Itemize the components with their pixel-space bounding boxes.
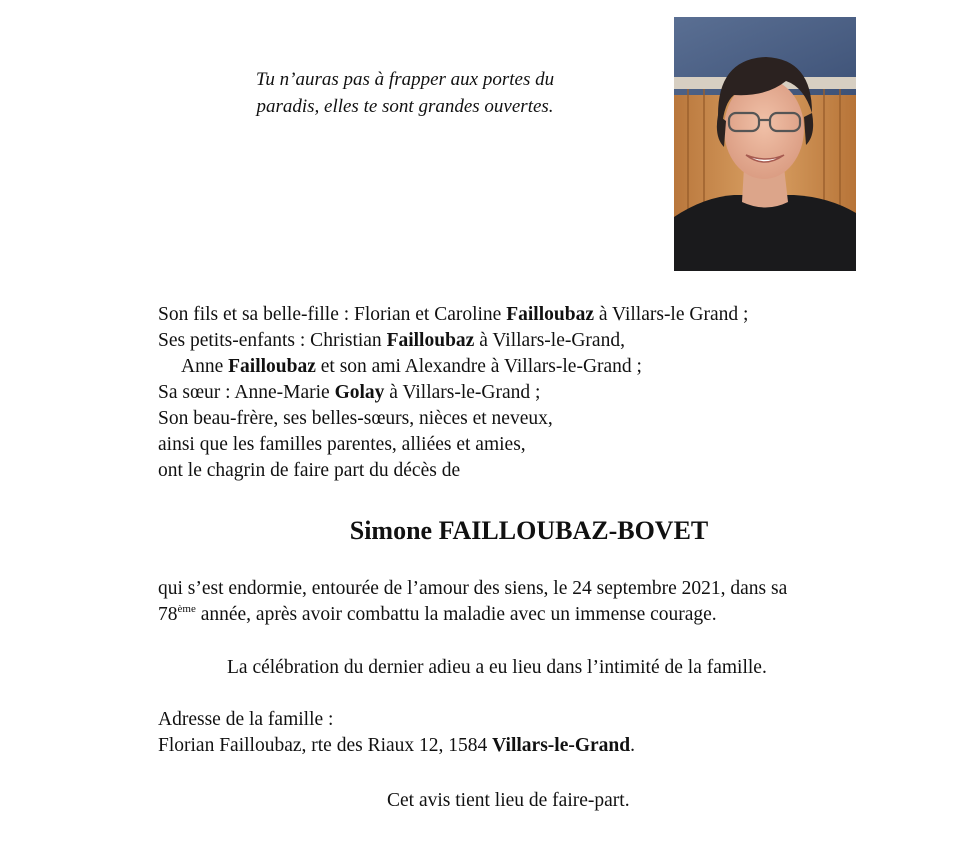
address-line: Florian Failloubaz, rte des Riaux 12, 1584 Villars-le-Grand. — [158, 735, 635, 756]
deceased-name: Simone FAILLOUBAZ-BOVET — [349, 516, 709, 545]
family-line-grandchildren: Ses petits-enfants : Christian Failloubaz à Villars-le-Grand, — [158, 330, 625, 351]
family-address — [158, 707, 635, 759]
details-line-1: qui s’est endormie, entourée de l’amour des siens, le 24 septembre 2021, dans sa — [158, 578, 788, 599]
quote-line-2: paradis, elles te sont grandes ouvertes. — [256, 96, 554, 117]
family-line-son: Son fils et sa belle-fille : Florian et Caroline Failloubaz à Villars-le Grand ; — [158, 304, 749, 325]
announcement-line: ont le chagrin de faire part du décès de — [158, 460, 461, 481]
details-line-2: 78ème année, après avoir combattu la maladie avec un immense courage. — [158, 603, 717, 625]
death-details — [158, 576, 787, 628]
ceremony-notice: La célébration du dernier adieu a eu lieu dans l’intimité de la famille. — [227, 657, 767, 678]
family-list — [158, 302, 748, 484]
portrait-photo — [674, 17, 856, 271]
family-line-in-laws: Son beau-frère, ses belles-sœurs, nièces et neveux, — [158, 408, 553, 429]
epitaph-quote — [200, 66, 610, 120]
family-line-sister: Sa sœur : Anne-Marie Golay à Villars-le-Grand ; — [158, 382, 541, 403]
family-line-anne: Anne Failloubaz et son ami Alexandre à Villars-le-Grand ; — [181, 356, 642, 377]
family-line-relatives: ainsi que les familles parentes, alliées et amies, — [158, 434, 526, 455]
closing-note: Cet avis tient lieu de faire-part. — [387, 790, 630, 811]
quote-line-1: Tu n’auras pas à frapper aux portes du — [255, 69, 555, 90]
address-label: Adresse de la famille : — [158, 709, 334, 730]
